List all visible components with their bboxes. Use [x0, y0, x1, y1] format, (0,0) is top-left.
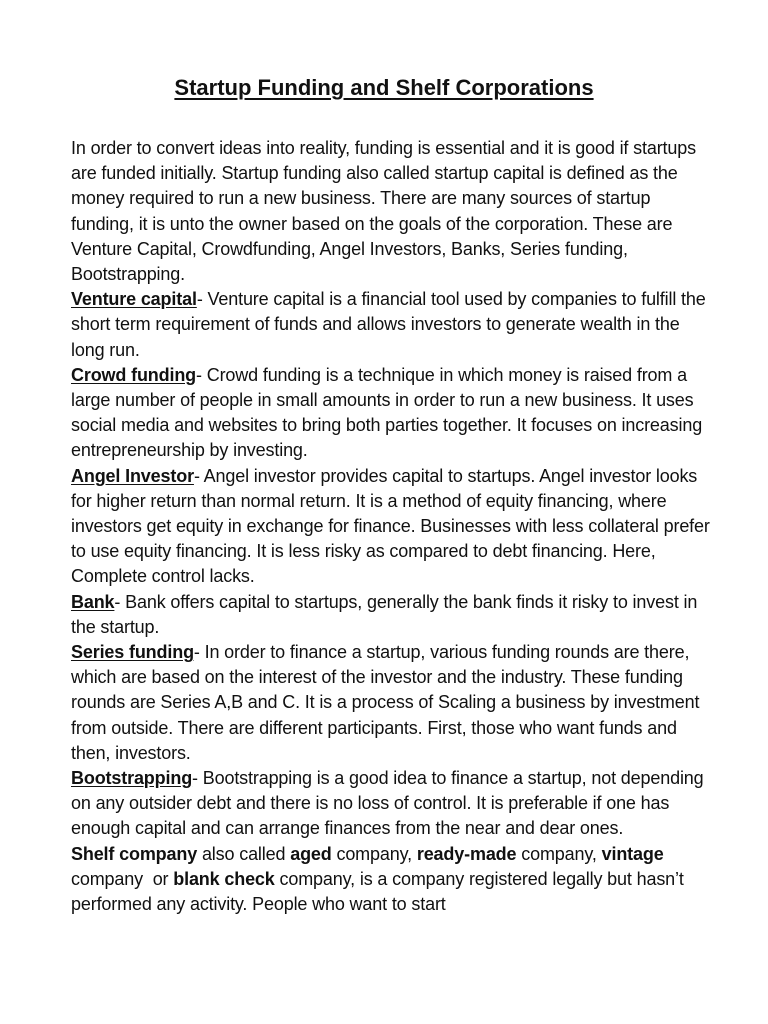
definition-crowd-funding: - Crowd funding is a technique in which money is raised from a large number of people in small amounts in order to run a new business. It uses social media and websites to bring both parties together. It focuses on increasing entrepreneurship by investing.	[71, 364, 703, 461]
definition-bank: - Bank offers capital to startups, generally the bank finds it risky to invest in the startup.	[71, 591, 698, 637]
term-bootstrapping: Bootstrapping	[71, 768, 193, 789]
intro-paragraph: In order to convert ideas into reality, funding is essential and it is good if startups are funded initially. Startup funding also called startup capital is defined as the money required to run a new business. There are many sources of startup funding, it is unto the owner based on the goals of the corporation. These are Venture Capital, Crowdfunding, Angel Investors, Banks, Series funding, Bootstrapping.	[71, 138, 696, 285]
shelf-company-paragraph	[71, 842, 711, 918]
definition-series-funding: - In order to finance a startup, various funding rounds are there, which are based on the interest of the investor and the industry. These funding rounds are Series A,B and C. It is a process of Scaling a business by investment from outside. There are different participants. First, those who want funds and then, investors.	[71, 642, 700, 763]
shelf-text-2: company,	[331, 843, 417, 864]
definition-angel-investor: - Angel investor provides capital to startups. Angel investor looks for higher return than normal return. It is a method of equity financing, where investors get equity in exchange for finance. Businesses with less collateral prefer to use equity financing. It is less risky as compared to debt financing. Here, Complete control lacks.	[71, 465, 710, 587]
term-bank: Bank	[71, 591, 115, 612]
definition-bootstrapping: - Bootstrapping is a good idea to finance a startup, not depending on any outsider debt and there is no loss of control. It is preferable if one has enough capital and can arrange finances from the near and dear ones.	[71, 768, 704, 839]
section-crowd-funding	[71, 363, 711, 464]
section-bank	[71, 590, 711, 640]
shelf-text-3: company,	[516, 843, 602, 864]
shelf-text-4: company or	[71, 843, 669, 889]
term-vintage: vintage	[601, 843, 664, 864]
document-title: Startup Funding and Shelf Corporations	[174, 75, 594, 100]
section-venture-capital	[71, 287, 711, 363]
term-ready-made: ready-made	[416, 843, 517, 864]
term-aged: aged	[290, 843, 332, 864]
section-angel-investor	[71, 464, 711, 590]
shelf-text-1: also called	[197, 843, 291, 864]
term-blank-check: blank check	[173, 868, 275, 889]
section-series-funding	[71, 640, 711, 766]
definition-venture-capital: - Venture capital is a financial tool used by companies to fulfill the short term requirement of funds and allows investors to generate wealth in the long run.	[71, 289, 706, 360]
term-crowd-funding: Crowd funding	[71, 364, 197, 385]
term-shelf-company: Shelf company	[71, 843, 198, 864]
term-series-funding: Series funding	[71, 642, 194, 663]
document-body	[71, 136, 711, 917]
shelf-text-5: company, is a company registered legally but hasn’t performed any activity. People who want to start	[71, 868, 684, 915]
term-venture-capital: Venture capital	[71, 289, 197, 310]
section-bootstrapping	[71, 766, 711, 842]
term-angel-investor: Angel Investor	[71, 465, 194, 486]
